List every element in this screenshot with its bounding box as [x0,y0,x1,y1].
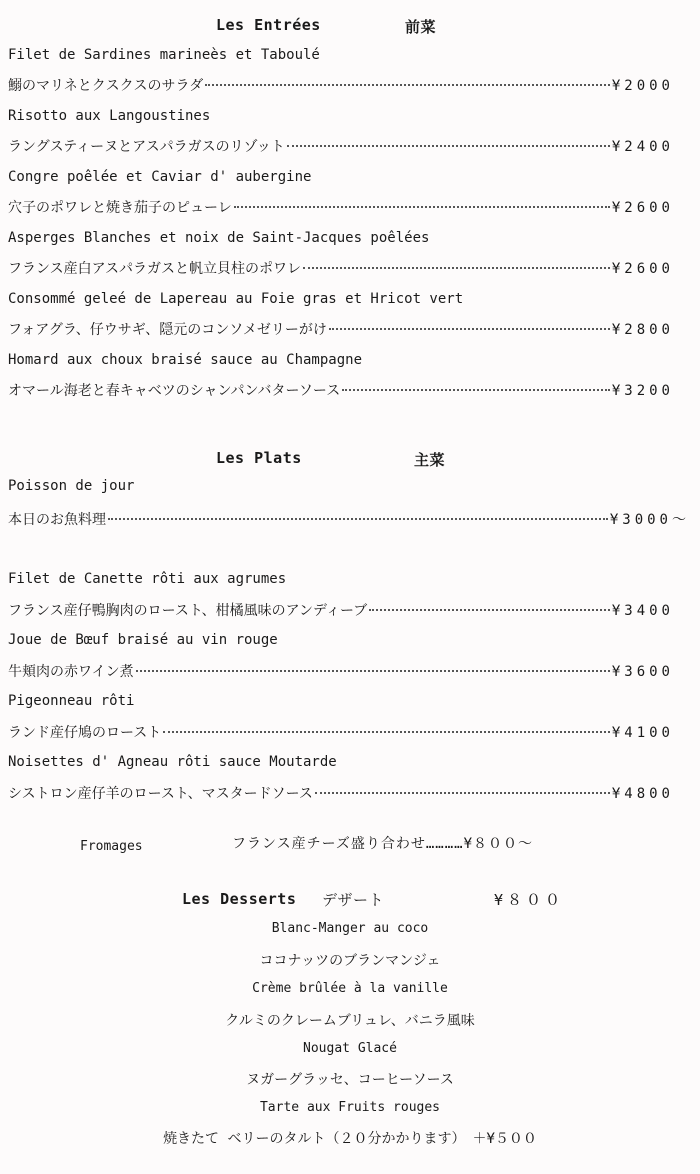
entree-5-price: ¥2800 [611,322,674,338]
plat-4-fr: Pigeonneau rôti [8,693,135,709]
plats-heading-fr: Les Plats [216,449,302,467]
plat-5-fr: Noisettes d' Agneau rôti sauce Moutarde [8,754,337,770]
desserts-heading-fr: Les Desserts [182,890,297,908]
plat-3-line [8,661,674,681]
entree-6-line [8,380,674,400]
entree-4-jp: フランス産白アスパラガスと帆立貝柱のポワレ [8,261,302,277]
desserts-price: ¥８００ [494,891,565,909]
entree-4-price: ¥2600 [611,261,674,277]
leader-dots [315,792,610,794]
entree-1-jp: 鰯のマリネとクスクスのサラダ [8,78,204,94]
leader-dots [369,609,610,611]
entrees-heading-jp: 前菜 [405,18,437,36]
leader-dots [205,84,610,86]
entree-4-line [8,258,674,278]
plat-5-price: ¥4800 [611,786,674,802]
entree-1-line [8,75,674,95]
plat-3-price: ¥3600 [611,664,674,680]
entree-2-price: ¥2400 [611,139,674,155]
plat-3-fr: Joue de Bœuf braisé au vin rouge [8,632,278,648]
plat-4-jp: ランド産仔鳩のロースト [8,725,162,741]
plat-1-jp: 本日のお魚料理 [8,512,106,528]
entree-3-fr: Congre poêlée et Caviar d' aubergine [8,169,312,185]
plat-1-fr: Poisson de jour [8,478,135,494]
plat-5-line [8,783,674,803]
leader-dots [287,145,610,147]
leader-dots [163,731,610,733]
leader-dots [303,267,610,269]
dessert-line-6: ヌガーグラッセ、コーヒーソース [246,1072,454,1088]
entree-3-line [8,197,674,217]
leader-dots [342,389,610,391]
plats-heading-jp: 主菜 [414,451,446,469]
entree-6-fr: Homard aux choux braisé sauce au Champagne [8,352,363,368]
desserts-heading-jp: デザート [322,891,385,909]
plat-4-line [8,722,674,742]
entree-3-price: ¥2600 [611,200,674,216]
dessert-line-5: Nougat Glacé [303,1041,397,1056]
plat-2-fr: Filet de Canette rôti aux agrumes [8,571,287,587]
entree-6-price: ¥3200 [611,383,674,399]
entree-5-fr: Consommé geleé de Lapereau au Foie gras et Hricot vert [8,291,464,307]
plat-2-jp: フランス産仔鴨胸肉のロースト、柑橘風味のアンディーブ [8,603,368,619]
entree-2-jp: ラングスティーヌとアスパラガスのリゾット [8,139,285,155]
entree-4-fr: Asperges Blanches et noix de Saint-Jacques poêlées [8,230,430,246]
entree-3-jp: 穴子のポワレと焼き茄子のピューレ [8,200,232,216]
dessert-line-4: クルミのクレームブリュレ、バニラ風味 [225,1013,475,1029]
leader-dots [234,206,610,208]
entree-6-jp: オマール海老と春キャベツのシャンパンバターソース [8,383,341,399]
leader-dots [136,670,610,672]
entree-5-jp: フォアグラ、仔ウサギ、隠元のコンソメゼリーがけ [8,322,327,338]
dessert-line-3: Crème brûlée à la vanille [252,981,448,996]
plat-3-jp: 牛頬肉の赤ワイン煮 [8,664,134,680]
plat-4-price: ¥4100 [611,725,674,741]
dessert-line-1: Blanc-Manger au coco [271,921,429,936]
dessert-line-2: ココナッツのブランマンジェ [259,953,441,969]
plat-1-price: ¥3000～ [609,512,690,528]
entree-2-line [8,136,674,156]
dessert-line-7: Tarte aux Fruits rouges [259,1100,440,1115]
plat-1-line [8,509,690,529]
entree-1-fr: Filet de Sardines marineès et Taboulé [8,47,320,63]
dessert-line-8: 焼きたて ベリーのタルト（２０分かかります） ＋¥５００ [163,1131,537,1147]
entrees-heading-fr: Les Entrées [216,16,321,34]
plat-2-line [8,600,674,620]
entree-2-fr: Risotto aux Langoustines [8,108,211,124]
entree-1-price: ¥2000 [611,78,674,94]
leader-dots [329,328,610,330]
plat-5-jp: シストロン産仔羊のロースト、マスタードソース [8,786,313,802]
entree-5-line [8,319,674,339]
fromages-jp: フランス産チーズ盛り合わせ…………¥８００～ [232,836,534,852]
fromages-label: Fromages [80,839,143,854]
plat-2-price: ¥3400 [611,603,674,619]
leader-dots [108,518,608,520]
